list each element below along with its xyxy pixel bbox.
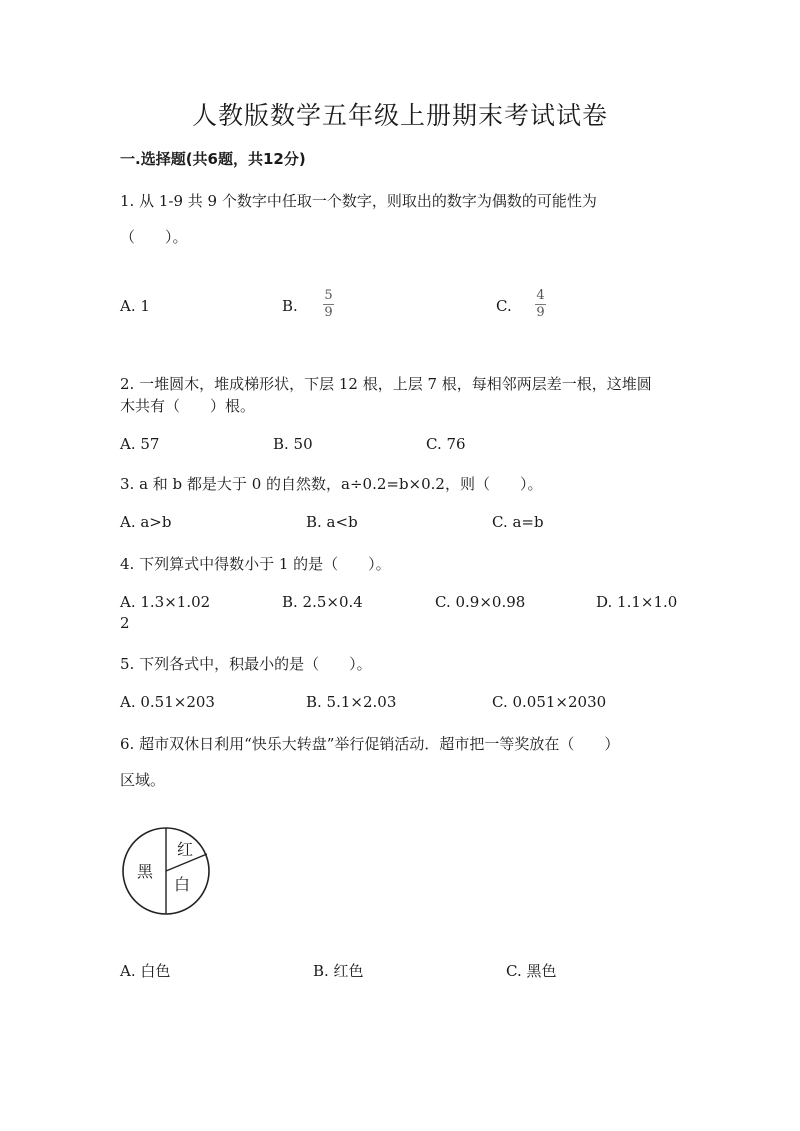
q1-option-c-fraction — [535, 289, 546, 320]
q6-option-c: C. 黑色 — [506, 962, 557, 980]
q6-option-b: B. 红色 — [313, 962, 364, 980]
q4-option-d: D. 1.1×1.0 — [596, 593, 678, 611]
q4-option-c: C. 0.9×0.98 — [435, 593, 526, 611]
q1-option-b: B. — [282, 297, 298, 315]
q2-option-b: B. 50 — [273, 435, 313, 453]
question-2-text: 2. 一堆圆木，堆成梯形状，下层 12 根，上层 7 根，每相邻两层差一根，这堆圆 — [120, 375, 652, 393]
q3-option-c: C. a=b — [492, 513, 544, 531]
question-1-text-line2: （ ）。 — [120, 228, 188, 246]
page-title: 人教版数学五年级上册期末考试试卷 — [191, 101, 608, 130]
question-6-text: 6. 超市双休日利用“快乐大转盘”举行促销活动．超市把一等奖放在（ ） — [120, 735, 620, 753]
wheel-label-red: 红 — [177, 840, 194, 859]
q4-option-a: A. 1.3×1.02 — [120, 593, 211, 611]
q2-option-a: A. 57 — [120, 435, 160, 453]
q1-option-b-fraction — [323, 289, 334, 320]
section-heading: 一.选择题(共6题，共12分) — [120, 150, 306, 168]
q5-option-c: C. 0.051×2030 — [492, 693, 607, 711]
fraction-denominator: 9 — [536, 305, 545, 320]
wheel-label-white: 白 — [174, 875, 191, 894]
q6-option-a: A. 白色 — [120, 962, 171, 980]
q3-option-a: A. a>b — [120, 513, 172, 531]
q4-option-b: B. 2.5×0.4 — [282, 593, 363, 611]
q2-option-c: C. 76 — [426, 435, 466, 453]
prize-wheel-figure — [118, 825, 214, 917]
question-1-text: 1. 从 1-9 共 9 个数字中任取一个数字，则取出的数字为偶数的可能性为 — [120, 192, 597, 210]
q1-option-c: C. — [496, 297, 512, 315]
q5-option-a: A. 0.51×203 — [120, 693, 215, 711]
question-4-text: 4. 下列算式中得数小于 1 的是（ ）。 — [120, 555, 391, 573]
fraction-denominator: 9 — [324, 305, 333, 320]
question-3-text: 3. a 和 b 都是大于 0 的自然数，a÷0.2=b×0.2，则（ ）。 — [120, 475, 543, 493]
q5-option-b: B. 5.1×2.03 — [306, 693, 397, 711]
fraction-numerator: 5 — [324, 288, 333, 303]
fraction-numerator: 4 — [536, 288, 545, 303]
question-6-text-line2: 区域。 — [120, 771, 166, 789]
q4-option-d-wrap: 2 — [120, 614, 130, 632]
wheel-label-black: 黑 — [137, 862, 154, 881]
question-5-text: 5. 下列各式中，积最小的是（ ）。 — [120, 655, 372, 673]
question-2-text-line2: 木共有（ ）根。 — [120, 397, 256, 415]
q3-option-b: B. a<b — [306, 513, 358, 531]
q1-option-a: A. 1 — [120, 297, 150, 315]
